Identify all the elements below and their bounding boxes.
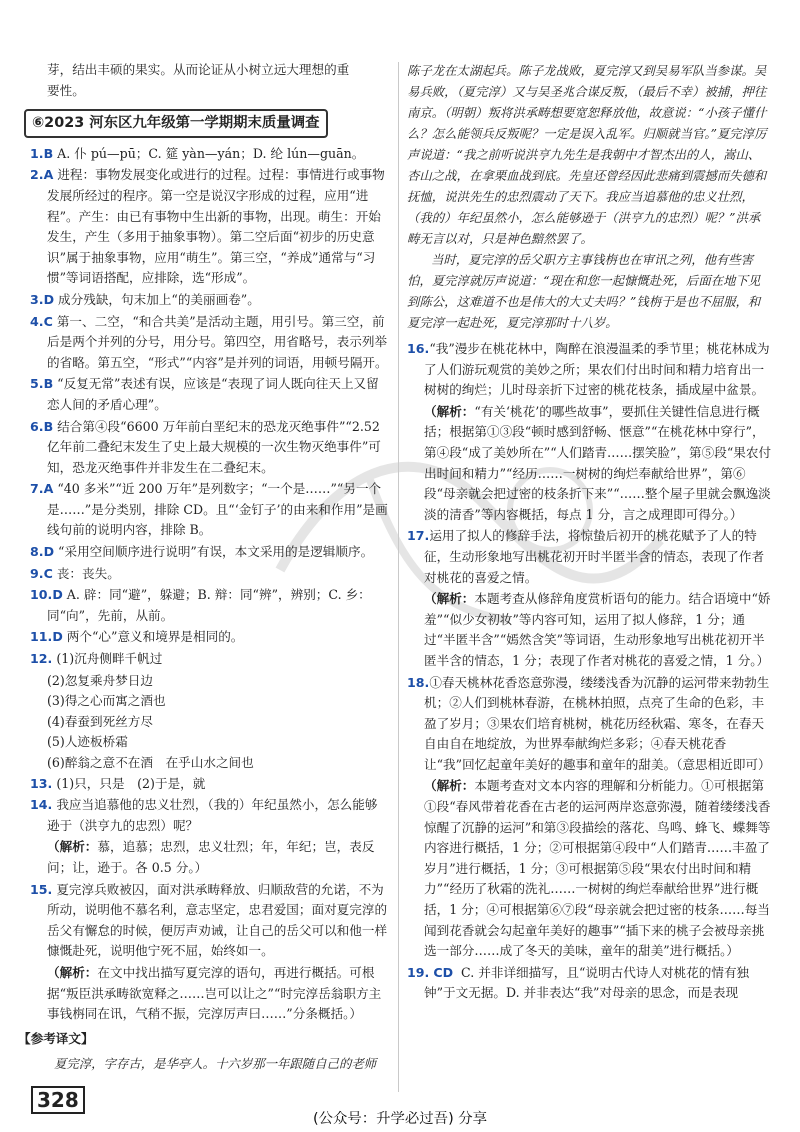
item-text: 结合第④段“6600 万年前白垩纪末的恐龙灭绝事件”“2.52亿年前二叠纪末发生了史上最大规模的一次生物灭绝事件”可知，恐龙灭绝事件并非发生在二叠纪末。 <box>47 418 381 475</box>
answer-list-left <box>30 144 390 648</box>
column-divider <box>398 62 399 1092</box>
answer-item-11 <box>30 627 390 648</box>
item-text: A. 仆 pú—pū；C. 筵 yàn—yán；D. 纶 lún—guān。 <box>57 145 365 161</box>
item15-explanation <box>30 963 390 1025</box>
left-column <box>18 60 390 1080</box>
item-text: 丧：丧失。 <box>56 565 120 581</box>
left-top-line-2: 要性。 <box>47 82 85 98</box>
item-number: 16. <box>407 341 430 356</box>
item-text: 进程：事物发展变化或进行的过程。过程：事情进行或事物发展所经过的程序。第一空是说汉字形成的过程，应用“进程”。产生：由已有事物中生出新的事物，出现。萌生：开始发生，产生（多用于抽象事物）。第二空后面“初步的历史意识”属于抽象事物，应用“萌生”。第三空，“养成”通常与“习惯”等词语搭配，应排除，选“形成”。 <box>47 167 385 286</box>
reference-translation-heading: 【参考译文】 <box>18 1030 94 1046</box>
item12-line-5: (5)人迹板桥霜 <box>47 734 128 750</box>
item-answer: C <box>43 565 53 581</box>
item-answer: B <box>43 145 54 161</box>
item-text: 两个“心”意义和境界是相同的。 <box>66 629 244 645</box>
item12-line-1: (1)沉舟侧畔千帆过 <box>56 651 163 667</box>
item-number: 5. <box>30 376 44 392</box>
translation-start: 夏完淳，字存古，是华亭人。十六岁那一年跟随自己的老师 <box>54 1056 377 1072</box>
item-text: “40 多米”“近 200 万年”是列数字；“一个是……”“另一个是……”是分类别，排除 CD。且“‘金钉子’的由来和作用”是画线句前的说明内容，排除 B。 <box>47 481 388 538</box>
item-number: 3. <box>30 291 44 307</box>
item-number: 14. <box>30 797 53 813</box>
item12-line-6: (6)醉翁之意不在酒 在乎山水之间也 <box>47 755 254 770</box>
item12-line-4: (4)春蚕到死丝方尽 <box>47 713 153 729</box>
answer-item-4 <box>30 312 390 374</box>
item-number: 13. <box>30 775 53 791</box>
item-text: ①春天桃林花香恣意弥漫，缕缕浅香为沉静的运河带来勃勃生机；②人们到桃林春游，在桃林拍照，点亮了生命的色彩，丰盈了岁月；③果农们培育桃树，桃花历经秋霜、寒冬，在春天自由自在地绽放，为世界奉献绚烂多彩；④春天桃花香让“我”回忆起童年美好的趣事和童年的甜美。（意思相近即可） <box>424 674 771 772</box>
item15-exp-text: 在文中找出描写夏完淳的语句，再进行概括。可根据“叛臣洪承畴欲宽释之……岂可以让之”“时完淳岳翁职方主事钱栴同在讯，气稍不振，完淳厉声曰……”分条概括。） <box>47 964 382 1022</box>
explanation-text: 本题考查从修辞角度赏析语句的能力。结合语境中“娇羞”“似少女初妆”等内容可知，运用了拟人修辞，1 分；通过“半匿半含”“嫣然含笑”等词语，生动形象地写出桃花初开半匿半含的情态，1 分；表现了作者对桃花的喜爱之情，1 分。） <box>424 591 771 668</box>
item-17-explanation <box>407 589 772 671</box>
item-18-explanation <box>407 776 772 961</box>
item-answer: B <box>43 376 54 392</box>
left-top-line-1: 芽，结出丰硕的果实。从而论证从小树立远大理想的重 <box>47 62 350 77</box>
item-text: 运用了拟人的修辞手法，将惊蛰后初开的桃花赋予了人的特征，生动形象地写出桃花初开时半匿半含的情态，表现了作者对桃花的喜爱之情。 <box>424 528 765 585</box>
item-answer: B <box>43 418 54 434</box>
item-text: “我”漫步在桃花林中，陶醉在浪漫温柔的季节里；桃花林成为了人们游玩观赏的美妙之所；果农们付出时间和精力培育出一树树的绚烂；儿时母亲折下过密的桃花枝条，插成屋中盆景。 <box>424 341 770 398</box>
item19-text: C. 并非详细描写，且“说明古代诗人对桃花的情有独钟”于文无据。D. 并非表达“我”对母亲的思念，而是表现 <box>424 964 750 1001</box>
item-number: 7. <box>30 481 44 497</box>
answer-item-8 <box>30 542 390 563</box>
item-answer: D <box>52 629 63 645</box>
answer-item-2 <box>30 165 390 289</box>
item-number: 8. <box>30 544 44 560</box>
answer-item-13 <box>30 774 390 795</box>
item-number: 9. <box>30 565 44 581</box>
item-number: 12. <box>30 651 53 667</box>
explanation-label: （解析： <box>424 403 475 419</box>
explanation-label: （解析： <box>47 964 98 980</box>
item-answer: D <box>52 587 63 603</box>
item-answer: A <box>43 481 54 497</box>
explanation-label: （解析： <box>424 778 475 794</box>
answer-item-19 <box>407 963 772 1004</box>
answer-item-16 <box>407 339 772 401</box>
item-answer: CD <box>433 964 454 980</box>
item-16-explanation <box>407 402 772 526</box>
answer-item-9 <box>30 564 390 585</box>
answer-item-15 <box>30 880 390 962</box>
item-answer: A <box>43 167 54 183</box>
item-text: “反复无常”表述有误，应该是“表现了词人既向往天上又留恋人间的矛盾心理”。 <box>47 376 379 412</box>
item14-exp-text: 慕，追慕；忠烈，忠义壮烈；年，年纪；岂，表反问；让，逊于。各 0.5 分。） <box>47 839 375 875</box>
explanation-label: （解析： <box>424 591 475 607</box>
explanation-text: 本题考查对文本内容的理解和分析能力。①可根据第①段“春风带着花香在古老的运河两岸恣意弥漫，随着缕缕浅香惊醒了沉静的运河”和第③段描绘的落花、鸟鸣、蜂飞、蝶舞等内容进行概括，1 分；②可根据第④段中“人们踏青……丰盈了岁月”进行概括，1 分；③可根据第⑤段“果农付出时间和精力”“经历了秋霜的洗礼……一树树的绚烂奉献给世界”进行概括，1 分；④可根据第⑥⑦段“母亲就会把过密的枝条……每当闻到花香就会勾起童年美好的趣事”“插下来的桃子会被母亲挑选一部分……成了冬天的美味，童年的甜美”进行概括。） <box>424 778 771 959</box>
answer-item-3 <box>30 290 390 311</box>
footer-credit: (公众号：升学必过吾) 分享 <box>312 1111 488 1127</box>
item-answer: D <box>43 291 55 307</box>
item-answer: D <box>43 544 55 560</box>
item-number: 11. <box>30 629 53 645</box>
answer-item-1 <box>30 144 390 165</box>
item-text: “采用空间顺序进行说明”有误，本文采用的是逻辑顺序。 <box>58 544 374 560</box>
item-number: 19. <box>407 964 430 980</box>
item14-text: 我应当追慕他的忠义壮烈，（我的）年纪虽然小，怎么能够逊于（洪亨九的忠烈）呢？ <box>47 797 378 833</box>
item-text: 成分残缺，句末加上“的美丽画卷”。 <box>58 291 260 307</box>
translation-paragraph-2: 当时，夏完淳的岳父职方主事钱栴也在审讯之列，他有些害怕，夏完淳就厉声说道：“现在和您一起慷慨赴死，后面在地下见到陈公，这难道不也是伟大的大丈夫吗？”钱栴于是也不屈服，和夏完淳一起赴死，夏完淳那时十八岁。 <box>407 252 761 330</box>
item-number: 4. <box>30 313 44 329</box>
item-number: 17. <box>407 528 430 544</box>
item-number: 18. <box>407 674 430 690</box>
page-number: 328 <box>31 1086 85 1114</box>
item14-explanation <box>30 837 390 878</box>
answer-item-18 <box>407 673 772 776</box>
item-number: 1. <box>30 145 44 161</box>
item15-text: 夏完淳兵败被囚，面对洪承畴释放、归顺敌营的允诺，不为所动，说明他不慕名利，意志坚定，忠君爱国；面对夏完淳的岳父有懈怠的时候，便厉声劝诫，让自己的岳父可以和他一样慷慨赴死，说明他宁死不屈，始终如一。 <box>47 881 388 959</box>
translation-continued: 陈子龙在太湖起兵。陈子龙战败，夏完淳又到吴易军队当参谋。吴易兵败，（夏完淳）又与吴圣兆合谋反叛，（最后不幸）被捕，押往南京。（明朝）叛将洪承畴想要宽恕释放他，故意说：“小孩子懂什么？怎么能领兵反叛呢？一定是误入乱军。归顺就当官。”夏完淳厉声说道：“我之前听说洪亨九先生是我朝中才智杰出的人，嵩山、杏山之战，在拿栗血战到底。先皇还曾经因此悲痛到震撼而失德和抚恤，说洪先生的忠烈震动了天下。我应当追慕他的忠义壮烈，（我的）年纪虽然小，怎么能够逊于（洪亨九的忠烈）呢？”洪承畴无言以对，只是神色黯然罢了。 <box>407 63 767 246</box>
answer-item-6 <box>30 417 390 479</box>
answer-item-17 <box>407 526 772 588</box>
answer-item-7 <box>30 479 390 541</box>
section-title: ⑥2023 河东区九年级第一学期期末质量调查 <box>24 109 328 138</box>
item12-line-2: (2)忽复乘舟梦日边 <box>47 672 153 688</box>
item-text: 第一、二空，“和合共美”是活动主题，用引号。第三空，前后是两个并列的分号，用分号。第四空，用省略号，表示列举的省略。第五空，“形式”“内容”是并列的词语，用顿号隔开。 <box>47 313 388 370</box>
item13-text: (1)只，只是 (2)于是，就 <box>56 775 206 791</box>
explanation-label: （解析： <box>47 839 98 855</box>
answer-list-right <box>407 339 772 962</box>
item-answer: C <box>43 313 53 329</box>
answer-item-14 <box>30 795 390 836</box>
item-number: 6. <box>30 418 44 434</box>
item-number: 10. <box>30 587 53 603</box>
answer-item-5 <box>30 374 390 415</box>
item-number: 2. <box>30 167 44 183</box>
item12-line-3: (3)得之心而寓之酒也 <box>47 693 166 709</box>
answer-item-12 <box>30 649 390 670</box>
explanation-text: “有关‘桃花’的哪些故事”，要抓住关键性信息进行概括；根据第①③段“顿时感到舒畅、惬意”“在桃花林中穿行”，第④段“成了美妙所在”“人们踏青……摆笑脸”，第⑤段“果农付出时间和精力”“经历……一树树的绚烂奉献给世界”，第⑥段“母亲就会把过密的枝条折下来”“……整个屋子里就会飘逸淡淡的清香”等内容概括，每点 1 分，言之成理即可得分。） <box>424 403 772 522</box>
answer-item-10 <box>30 585 390 626</box>
right-column <box>407 60 772 1005</box>
item-text: A. 辟：同“避”，躲避；B. 辩：同“辨”，辨别；C. 乡：同“向”，先前，从前。 <box>47 587 371 623</box>
item-number: 15. <box>30 881 53 897</box>
